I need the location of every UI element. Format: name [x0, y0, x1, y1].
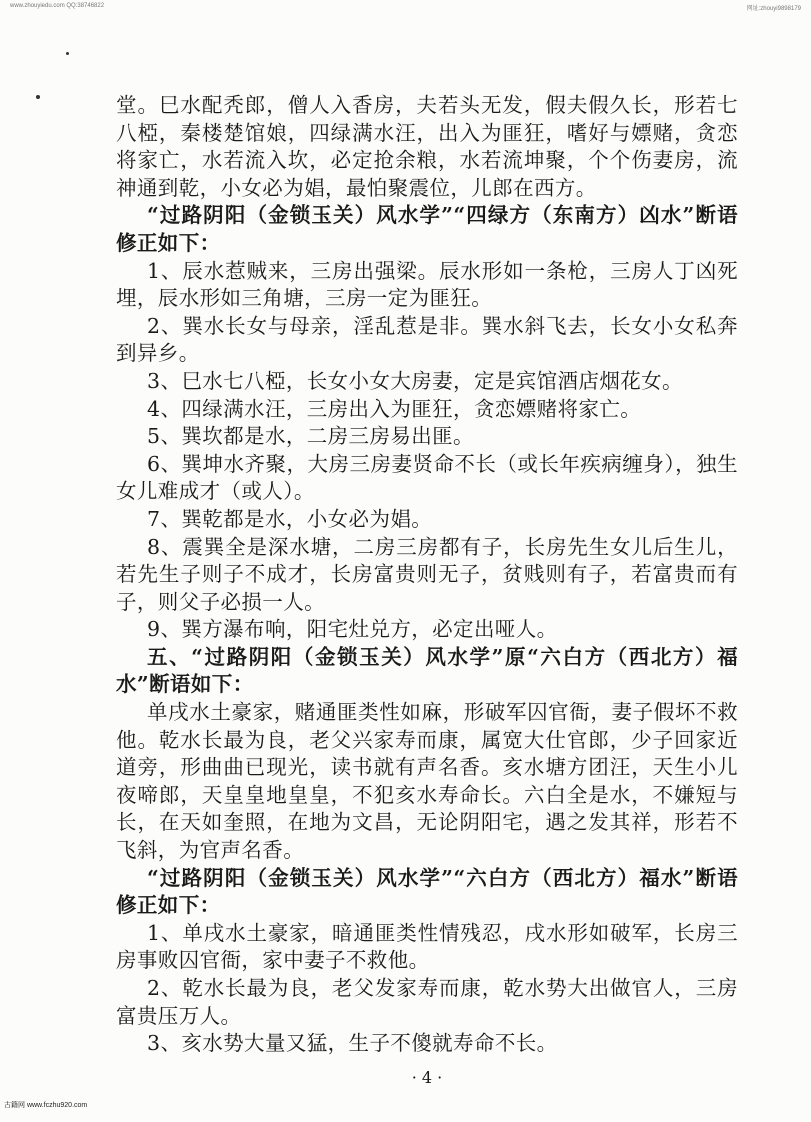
- body-paragraph: 3、巳水七八椏，长女小女大房妻，定是宾馆酒店烟花女。: [147, 368, 683, 393]
- section-heading: “过路阴阳（金锁玉关）风水学”“四绿方（东南方）凶水”断语修正如下：: [116, 203, 738, 255]
- body-paragraph: 4、四绿满水汪，三房出入为匪狂，贪恋嫖赌将家亡。: [147, 396, 642, 421]
- page-body: [116, 92, 738, 1090]
- page-number: · 4 ·: [411, 1067, 443, 1087]
- body-paragraph: 单戌水土豪家，赌通匪类性如麻，形破军囚官衙，妻子假坏不救他。乾水长最为良，老父兴家寿而康，属宽大仕官郎，少子回家近道旁，形曲曲已现光，读书就有声名香。亥水塘方团汪，天生小儿夜啼郎，天皇皇地皇皇，不犯亥水寿命长。六白全是水，不嫌短与长，在天如奎照，在地为文昌，无论阴阳宅，遇之发其祥，形若不飞斜，为官声名香。: [116, 700, 738, 863]
- scan-dot: [66, 52, 69, 55]
- body-paragraph: 2、乾水长最为良，老父发家寿而康，乾水势大出做官人，三房富贵压万人。: [116, 976, 738, 1028]
- body-paragraph: 1、辰水惹贼来，三房出强梁。辰水形如一条枪，三房人丁凶死埋，辰水形如三角塘，三房一定为匪狂。: [116, 258, 738, 311]
- scan-dot: [36, 95, 40, 99]
- header-left-url: www.zhouyiedu.com QQ:38746822: [10, 3, 105, 9]
- body-paragraph: 8、震巽全是深水塘，二房三房都有子，长房先生女儿后生儿，若先生子则子不成才，长房富贵则无子，贫贱则有子，若富贵而有子，则父子必损一人。: [116, 534, 738, 614]
- body-paragraph: 3、亥水势大量又猛，生子不傻就寿命不长。: [147, 1031, 558, 1056]
- body-paragraph: 5、巽坎都是水，二房三房易出匪。: [147, 424, 474, 449]
- footer-site: 古籍网 www.fczhu920.com: [4, 1102, 88, 1109]
- body-paragraph: 9、巽方瀑布响，阳宅灶兑方，必定出哑人。: [147, 617, 558, 642]
- body-paragraph: 1、单戌水土豪家，暗通匪类性情残忍，戌水形如破军，长房三房事败囚官衙，家中妻子不救他。: [116, 920, 738, 973]
- section-heading: “过路阴阳（金锁玉关）风水学”“六白方（西北方）福水”断语修正如下：: [116, 865, 738, 918]
- body-paragraph: 7、巽乾都是水，小女必为娼。: [147, 506, 433, 531]
- section-heading: 五、“过路阴阳（金锁玉关）风水学”原“六白方（西北方）福水”断语如下：: [116, 644, 738, 697]
- body-paragraph: 6、巽坤水齐聚，大房三房妻贤命不长（或长年疾病缠身），独生女儿难成才（或人）。: [116, 451, 738, 504]
- header-right-url: 网址:zhouyi9898179: [746, 6, 801, 12]
- body-paragraph: 堂。巳水配秃郎，僧人入香房，夫若头无发，假夫假久长，形若七八椏，秦楼楚馆娘，四绿满水汪，出入为匪狂，嗜好与嫖赌，贪恋将家亡，水若流入坎，必定抢余粮，水若流坤聚，个个伤妻房，流神通到乾，小女必为娼，最怕聚震位，儿郎在西方。: [116, 93, 738, 200]
- body-paragraph: 2、巽水长女与母亲，淫乱惹是非。巽水斜飞去，长女小女私奔到异乡。: [116, 313, 738, 366]
